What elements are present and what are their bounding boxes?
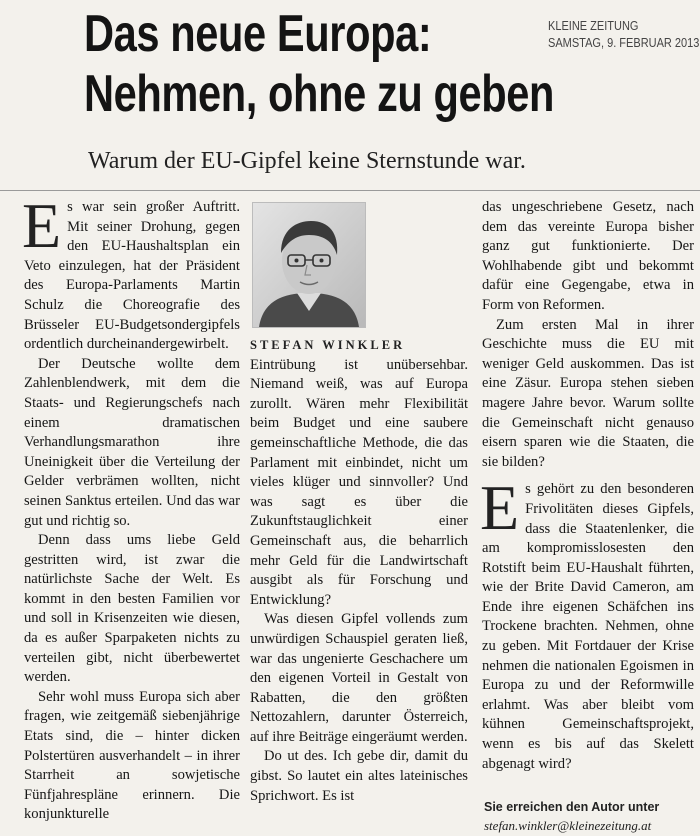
headline (84, 4, 554, 124)
article-paragraph: Sehr wohl muss Europa sich aber fragen, wie zeitgemäß siebenjährige Etats sind, die – hinter dicken Polstertüren ausverhandelt – in ihrer Starrheit an sowjetische Fünfjahrespläne erinnern. Die konjunkturelle (24, 688, 240, 823)
divider (0, 190, 700, 191)
masthead (548, 18, 699, 52)
article-paragraph: Es gehört zu den besonderen Frivolitäten dieses Gipfels, dass die Staatenlenker, die am kompromisslosesten den Rotstift beim EU-Haushalt führten, wie der Brite David Cameron, am Ende ihre eigenen Schäfchen ins Trockene brachten. Nehmen, ohne zu geben. Mit Fortdauer der Krise nehmen die nationalen Egoismen in Europa zu und der Reformwille erlahmt. Was aber bleibt vom kühnen Gemeinschaftsprojekt, wenn es bis auf das Skelett abgenagt wird? (480, 472, 694, 772)
article-paragraph: das ungeschriebene Gesetz, nach dem das vereinte Europa bisher ganz gut funktionierte. Der Wohlhabende gibt und bekommt dafür eine Gegengabe, etwa in Form von Reformen. (482, 199, 694, 313)
article-paragraph: Denn dass ums liebe Geld gestritten wird, ist zwar die natürlichste Sache der Welt. Es kommt in den besten Familien vor und soll in Krisenzeiten wie diesen, da es außer Sparpaketen nichts zu verteilen gibt, nicht überbewertet werden. (24, 532, 240, 686)
article-paragraph: Eintrübung ist unübersehbar. Niemand weiß, was auf Europa zurollt. Wären mehr Flexibilität beim Budget und eine saubere gemeinschaftliche Methode, die das Parlament mit einbindet, nicht um vieles klüger und sinnvoller? Und was sagt es über die Zukunftstauglichkeit einer Gemeinschaft aus, die beharrlich mehr Geld für die Landwirtschaft ausgibt als für Forschung und Entwicklung? (250, 356, 468, 608)
author-email-link[interactable]: stefan.winkler@kleinezeitung.at (484, 818, 652, 833)
newspaper-name: KLEINE ZEITUNG (548, 19, 639, 33)
author-contact-heading: Sie erreichen den Autor unter (484, 800, 660, 814)
drop-cap: E (22, 190, 62, 261)
article-paragraph: Der Deutsche wollte dem Zahlenblendwerk, mit dem die Staats- und Regierungschefs nach einem dramatischen Verhandlungsmarathon ihre Uneinigkeit über die Verteilung der Gelder verbrämen wollten, nicht seinen Sanktus erteilen. Und das war gut und richtig so. (24, 355, 240, 529)
article-paragraph: Do ut des. Ich gebe dir, damit du gibst. So lautet ein altes lateinisches Sprichwort. Es ist (250, 748, 468, 804)
article-column-3 (482, 198, 694, 774)
article-paragraph: Zum ersten Mal in ihrer Geschichte muss die EU mit weniger Geld auskommen. Das ist eine Zäsur. Europa stehen sieben magere Jahre bevor. Warum sollte die Gemeinschaft nicht genauso eisern sparen wie die Staaten, die sie bilden? (482, 316, 694, 470)
article-paragraph: Es war sein großer Auftritt. Mit seiner Drohung, gegen den EU-Haushaltsplan ein Veto einzulegen, hat der Präsident des Europa-Parlaments Martin Schulz die Choreografie des Brüsseler EU-Budgetsondergipfels ordentlich durcheinandergewirbelt. (22, 190, 240, 353)
headline-line-1: Das neue Europa: (84, 5, 432, 63)
headline-line-2: Nehmen, ohne zu geben (84, 65, 555, 123)
publication-date: SAMSTAG, 9. FEBRUAR 2013 (548, 36, 700, 50)
drop-cap: E (480, 472, 520, 544)
author-portrait-photo (252, 202, 366, 328)
article-column-2 (250, 200, 468, 806)
article-paragraph: Was diesen Gipfel vollends zum unwürdigen Schauspiel geraten ließ, war das ungenierte Geschachere um den eigenen Vorteil in Gestalt von Rabatten, die den größten Nettozahlern, darunter Österreich, auf ihre Beiträge eingeräumt werden. (250, 611, 468, 745)
subheadline: Warum der EU-Gipfel keine Sternstunde war. (88, 148, 526, 174)
article-column-1 (22, 190, 240, 825)
author-byline: STEFAN WINKLER (250, 338, 406, 352)
